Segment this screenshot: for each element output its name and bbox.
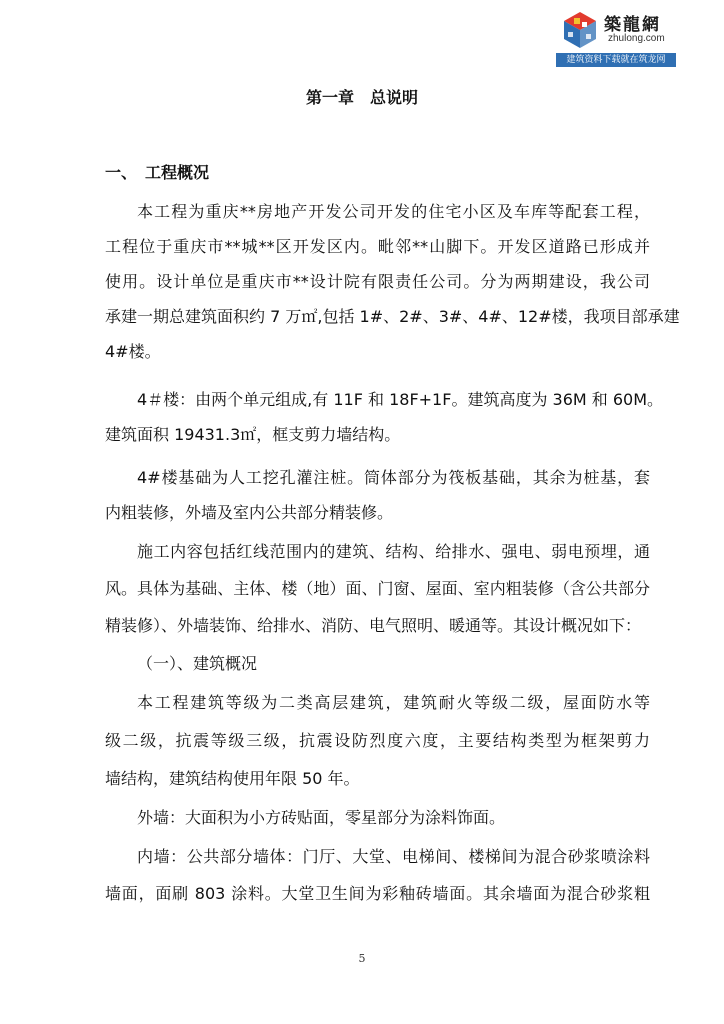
- chapter-title: 第一章 总说明: [305, 88, 418, 107]
- paragraph-line: 本工程为重庆**房地产开发公司开发的住宅小区及车库等配套工程，: [137, 202, 650, 221]
- paragraph-line: 墙面，面刷 803 涂料。大堂卫生间为彩釉砖墙面。其余墙面为混合砂浆粗: [105, 884, 650, 903]
- paragraph-line: 使用。设计单位是重庆市**设计院有限责任公司。分为两期建设，我公司: [105, 272, 650, 291]
- paragraph-line: 外墙：大面积为小方砖贴面，零星部分为涂料饰面。: [137, 808, 506, 827]
- paragraph-line: 风。具体为基础、主体、楼（地）面、门窗、屋面、室内粗装修（含公共部分: [105, 579, 650, 598]
- section-title: 工程概况: [145, 163, 210, 182]
- section-number: 一、: [105, 163, 138, 182]
- paragraph-line: 工程位于重庆市**城**区开发区内。毗邻**山脚下。开发区道路已形成并: [105, 237, 650, 256]
- paragraph-line: 4#楼基础为人工挖孔灌注桩。筒体部分为筏板基础，其余为桩基，套: [137, 468, 650, 487]
- paragraph-line: 墙结构，建筑结构使用年限 50 年。: [105, 769, 360, 788]
- paragraph-line: 内墙：公共部分墙体：门厅、大堂、电梯间、楼梯间为混合砂浆喷涂料: [137, 847, 650, 866]
- logo-url[interactable]: zhulong.com: [608, 33, 665, 44]
- paragraph-line: 级二级，抗震等级三级，抗震设防烈度六度，主要结构类型为框架剪力: [105, 731, 650, 750]
- paragraph-line: 建筑面积 19431.3㎡，框支剪力墙结构。: [105, 425, 401, 444]
- paragraph-line: 4＃楼：由两个单元组成,有 11F 和 18F+1F。建筑高度为 36M 和 60M。: [137, 390, 664, 409]
- paragraph-line: 承建一期总建筑面积约 7 万㎡,包括 1#、2#、3#、4#、12#楼，我项目部承建: [105, 307, 680, 326]
- paragraph-line: 本工程建筑等级为二类高层建筑，建筑耐火等级二级，屋面防水等: [137, 693, 650, 712]
- paragraph-line: 4#楼。: [105, 342, 161, 361]
- zhulong-logo[interactable]: [554, 6, 676, 66]
- subsection-heading: （一）、建筑概况: [137, 654, 258, 673]
- cube-logo-icon: [560, 10, 600, 50]
- paragraph-line: 施工内容包括红线范围内的建筑、结构、给排水、强电、弱电预埋，通: [137, 542, 650, 561]
- paragraph-line: 精装修）、外墙装饰、给排水、消防、电气照明、暖通等。其设计概况如下：: [105, 616, 642, 635]
- logo-slogan: 建筑资料下载就在筑龙网: [556, 53, 676, 67]
- logo-name: 築龍網: [604, 15, 661, 35]
- section-heading: [105, 161, 209, 185]
- paragraph-line: 内粗装修，外墙及室内公共部分精装修。: [105, 503, 394, 522]
- page-number: 5: [358, 952, 366, 965]
